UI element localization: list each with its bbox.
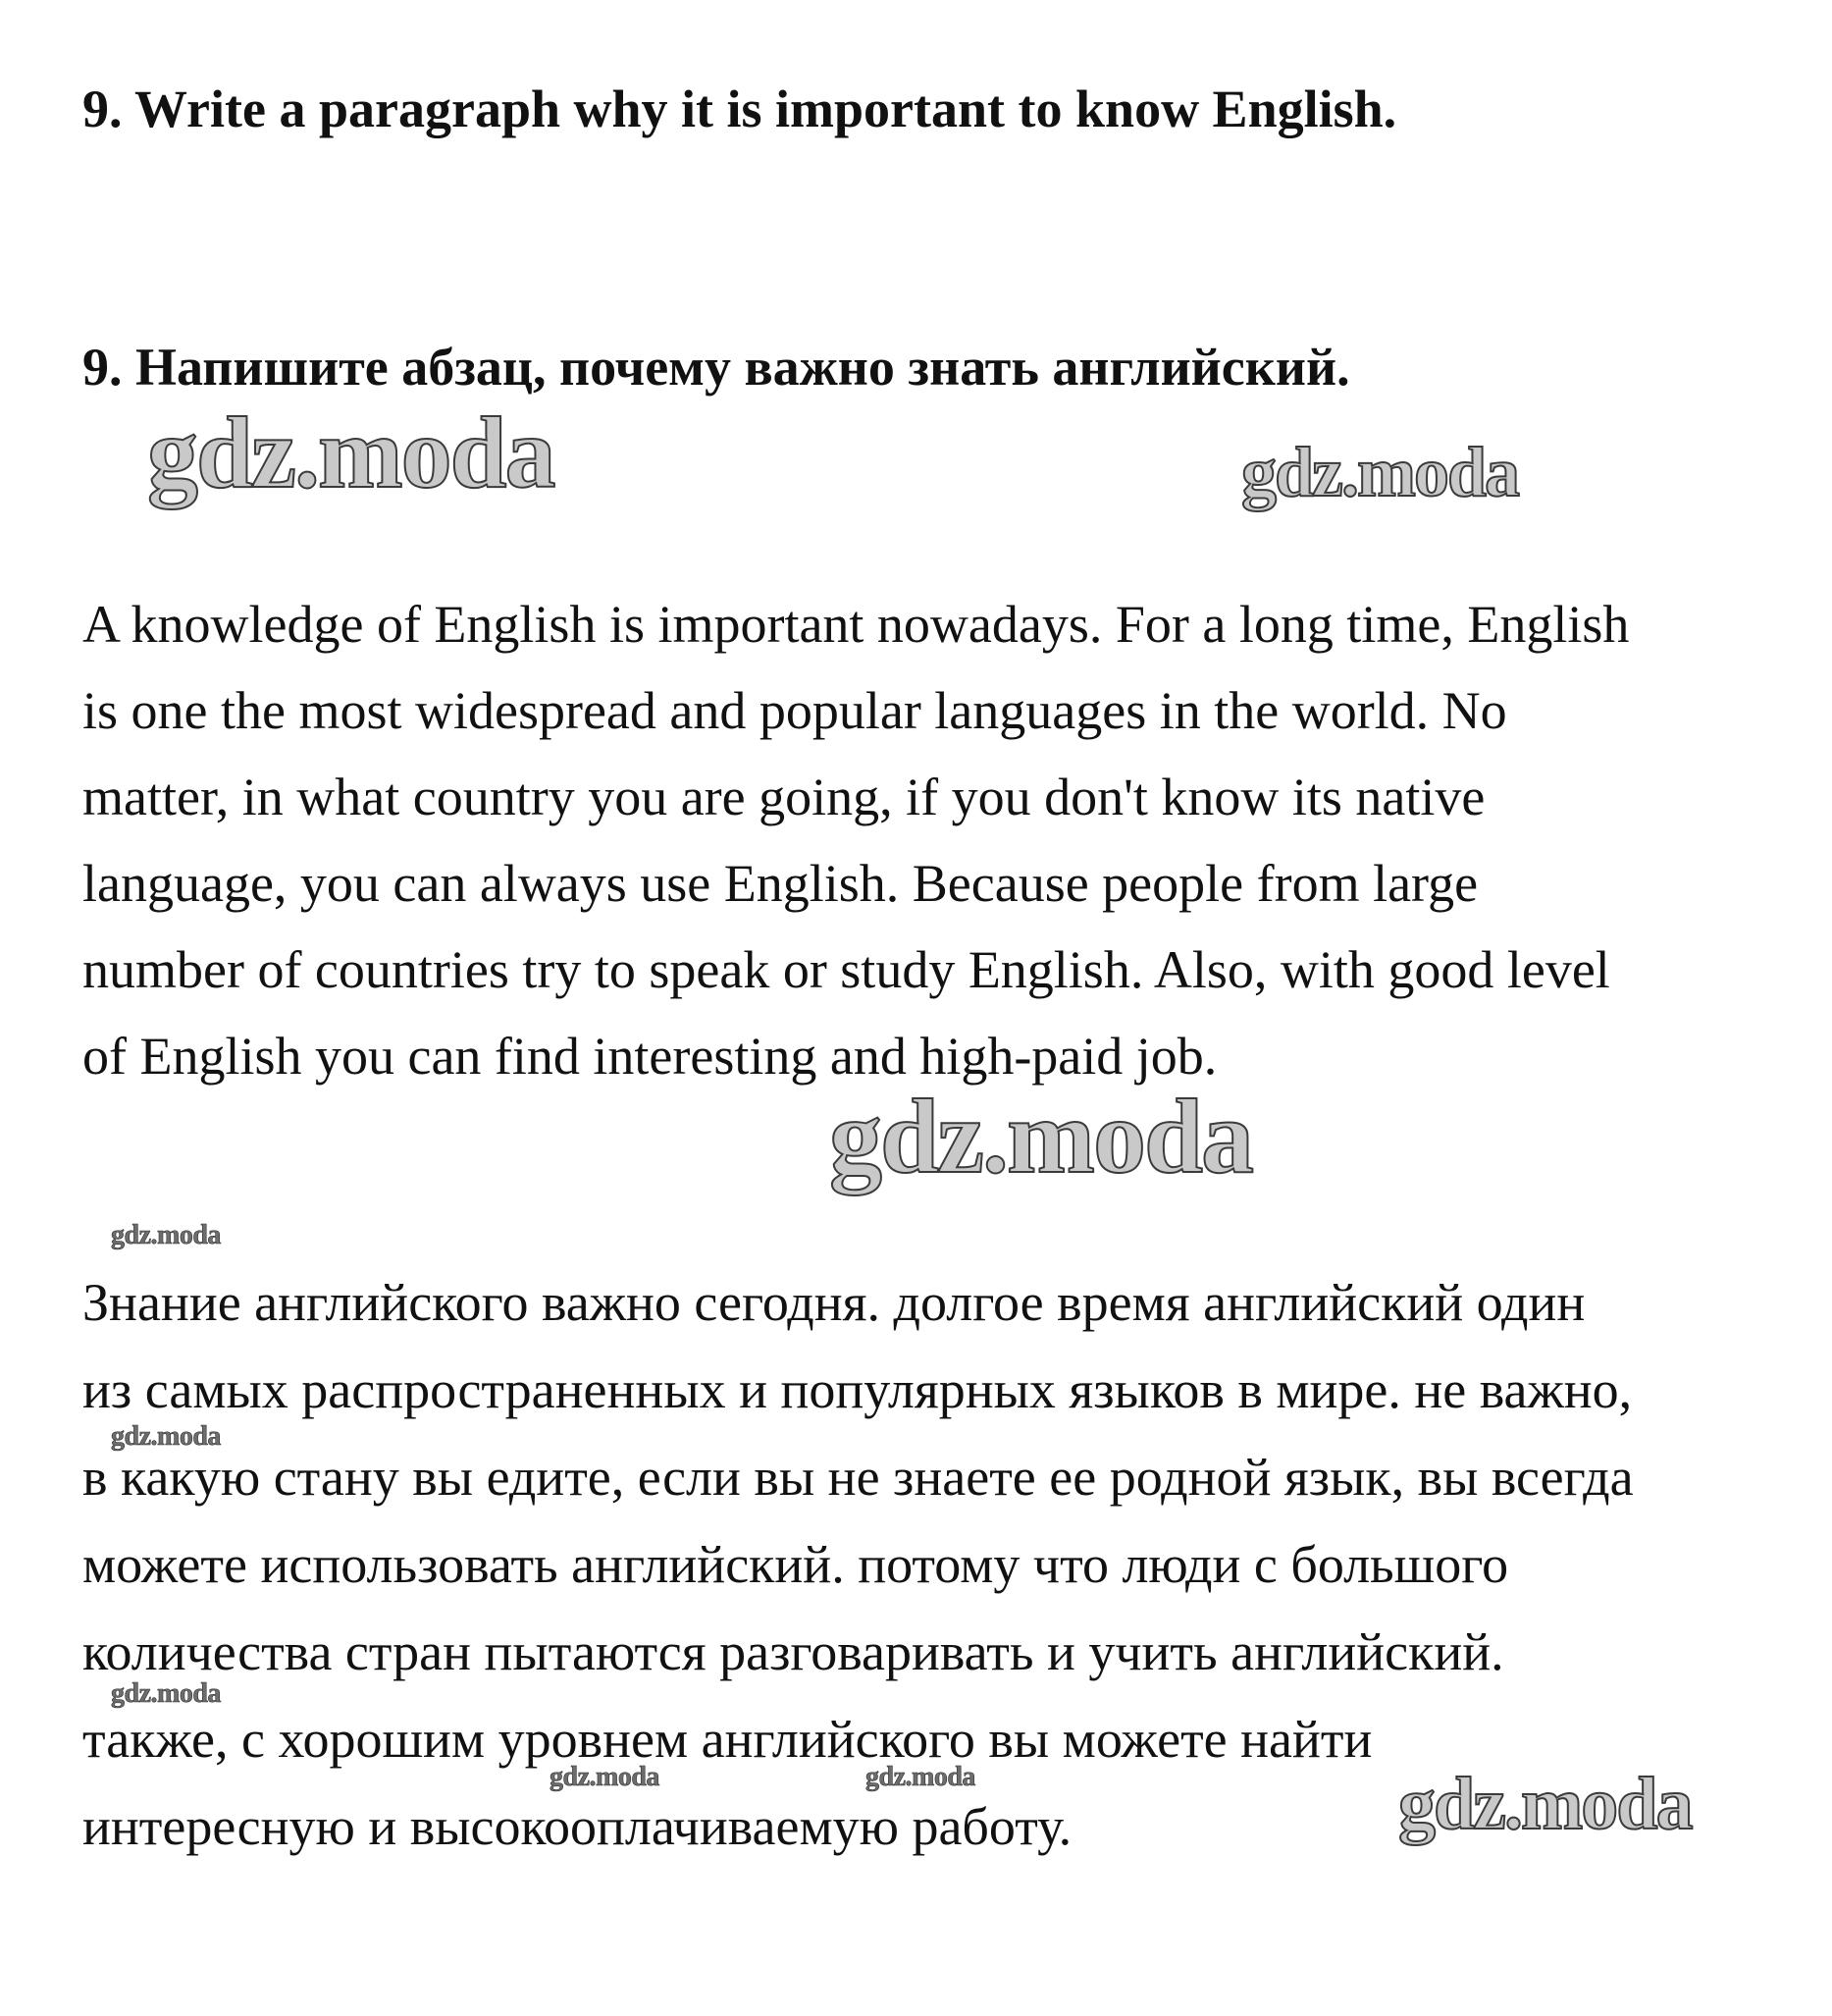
watermark: gdz.moda (111, 1421, 221, 1452)
text-line: of English you can find interesting and high-paid job. (82, 1027, 1218, 1086)
text-line: в какую стану вы едите, если вы не знаете ее родной язык, вы всегда (82, 1448, 1634, 1507)
watermark: gdz.moda (865, 1762, 975, 1792)
task-heading-english: 9. Write a paragraph why it is important to know English. (82, 80, 1397, 138)
watermark: gdz.moda (1241, 433, 1519, 511)
text-line: интересную и высокооплачиваемую работу. (82, 1797, 1073, 1856)
text-line: из самых распространенных и популярных языков в мире. не важно, (82, 1360, 1633, 1419)
watermark: gdz.moda (111, 1678, 221, 1709)
text-line: Знание английского важно сегодня. долгое время английский один (82, 1273, 1586, 1332)
task-heading-russian: 9. Напишите абзац, почему важно знать английский. (82, 338, 1350, 397)
text-line: также, с хорошим уровнем английского вы можете найти (82, 1710, 1373, 1769)
watermark: gdz.moda (1398, 1763, 1692, 1845)
text-line: is one the most widespread and popular languages in the world. No (82, 681, 1507, 740)
text-line: A knowledge of English is important nowadays. For a long time, English (82, 595, 1630, 654)
text-line: matter, in what country you are going, if you don't know its native (82, 768, 1486, 826)
watermark: gdz.moda (829, 1079, 1253, 1195)
text-line: number of countries try to speak or study English. Also, with good level (82, 940, 1610, 999)
watermark: gdz.moda (147, 397, 554, 509)
text-line: количества стран пытаются разговаривать и учить английский. (82, 1622, 1504, 1681)
text-line: можете использовать английский. потому что люди с большого (82, 1535, 1509, 1594)
watermark: gdz.moda (111, 1220, 221, 1250)
answer-paragraph-english (82, 581, 1790, 1099)
text-line: language, you can always use English. Because people from large (82, 854, 1479, 913)
watermark: gdz.moda (550, 1762, 659, 1792)
